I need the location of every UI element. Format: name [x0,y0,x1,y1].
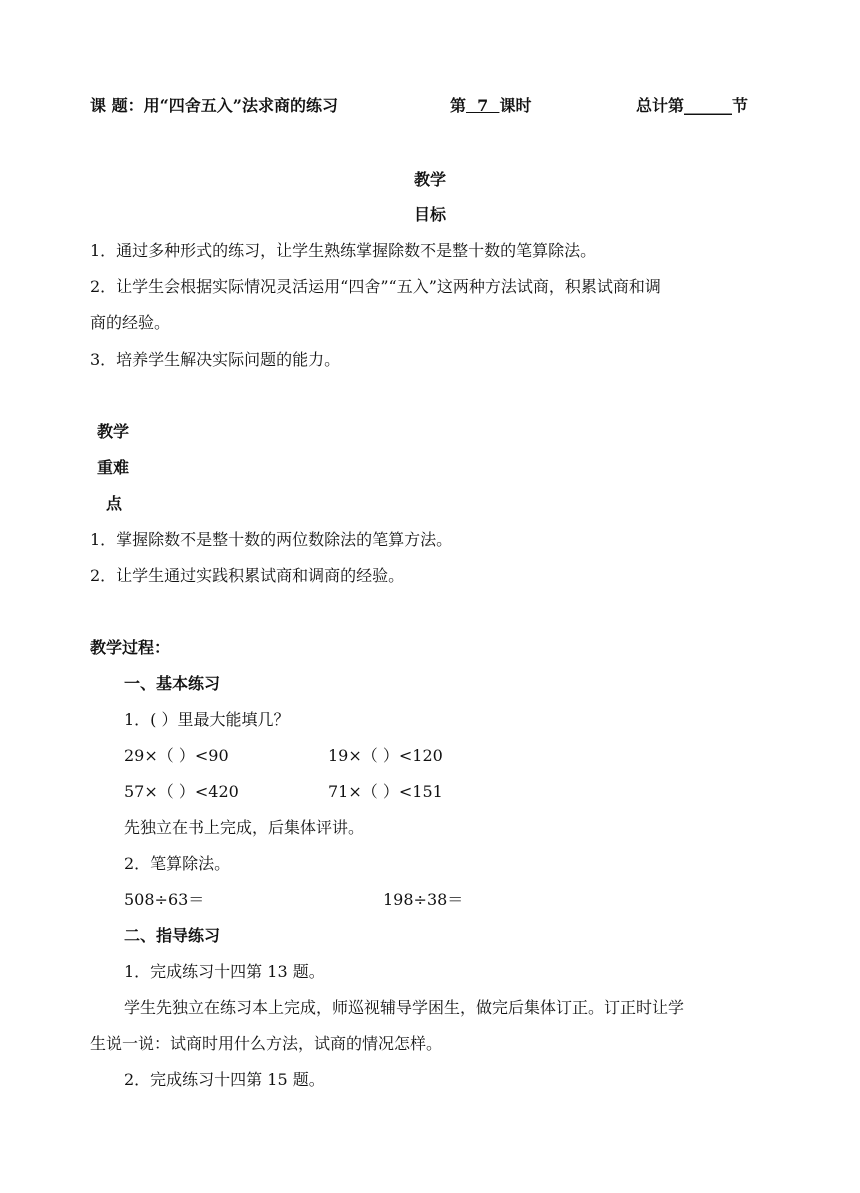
section1-title: 一、基本练习 [124,674,221,693]
task-2: 2．完成练习十四第 15 题。 [124,1070,325,1089]
keypoints-heading-line2: 重难 [97,458,130,477]
task-1: 1．完成练习十四第 13 题。 [124,962,325,981]
objective-item-continuation: 商的经验。 [90,313,171,332]
lesson-topic: 课 题：用“四舍五入”法求商的练习 [90,96,338,115]
process-heading: 教学过程： [90,638,171,657]
section2-title: 二、指导练习 [124,926,221,945]
keypoints-heading-line3: 点 [106,494,123,513]
objective-item: 2．让学生会根据实际情况灵活运用“四舍”“五入”这两种方法试商，积累试商和调 [90,277,661,296]
calc-508: 508÷63＝ [124,890,205,909]
calc-198: 198÷38＝ [383,890,464,909]
question-2: 2．笔算除法。 [124,854,231,873]
total-blank: ______ [684,96,733,115]
objective-item: 3．培养学生解决实际问题的能力。 [90,350,341,369]
expression-71: 71×（ ）<151 [328,782,443,801]
keypoints-heading-line1: 教学 [97,422,130,441]
note-1: 先独立在书上完成，后集体评讲。 [124,818,365,837]
task-1-description-continuation: 生说一说：试商时用什么方法，试商的情况怎样。 [90,1034,443,1053]
expression-29: 29×（ ）<90 [124,746,229,765]
keypoint-item: 2．让学生通过实践积累试商和调商的经验。 [90,566,405,585]
objectives-heading-line2: 目标 [413,205,446,224]
lesson-number: 7 [466,96,500,115]
expression-19: 19×（ ）<120 [328,746,443,765]
task-1-description: 学生先独立在练习本上完成，师巡视辅导学困生，做完后集体订正。订正时让学 [124,998,685,1017]
lesson-prefix: 第 [450,96,467,115]
question-1: 1．( ）里最大能填几？ [124,710,290,729]
objective-item: 1．通过多种形式的练习，让学生熟练掌握除数不是整十数的笔算除法。 [90,241,597,260]
expression-57: 57×（ ）<420 [124,782,239,801]
total-prefix: 总计第 [636,96,685,115]
lesson-number-field [450,95,531,117]
lesson-suffix: 课时 [499,96,532,115]
keypoint-item: 1．掌握除数不是整十数的两位数除法的笔算方法。 [90,530,453,549]
objectives-heading-line1: 教学 [413,170,446,189]
total-lesson-field [636,95,748,117]
total-suffix: 节 [732,96,749,115]
